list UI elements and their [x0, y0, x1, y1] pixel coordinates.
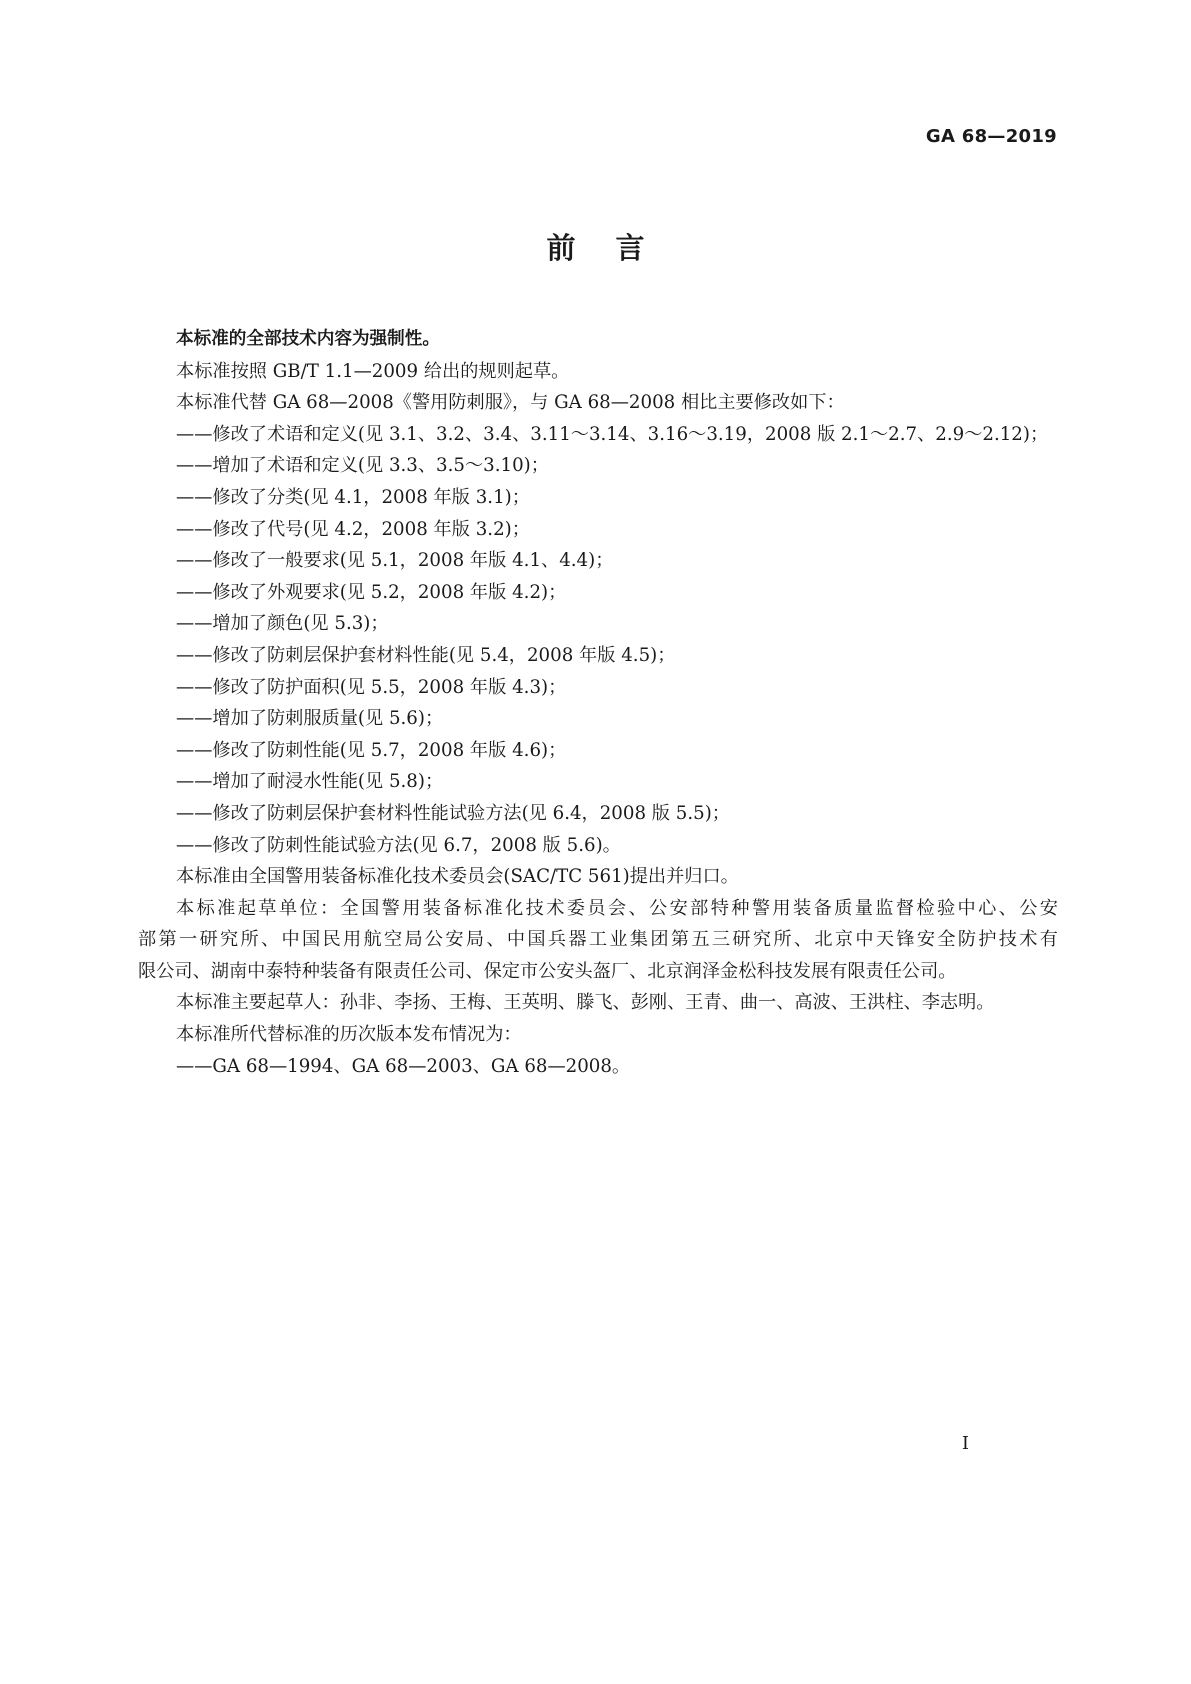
document-code: GA 68—2019 [925, 126, 1057, 147]
proposed-by-paragraph: 本标准由全国警用装备标准化技术委员会(SAC/TC 561)提出并归口。 [176, 866, 739, 888]
mandatory-statement: 本标准的全部技术内容为强制性。 [176, 329, 440, 349]
drafting-units-line: 限公司、湖南中泰特种装备有限责任公司、保定市公安头盔厂、北京润泽金松科技发展有限责任公司。 [138, 960, 957, 982]
change-item: ——修改了防护面积(见 5.5，2008 年版 4.3)； [176, 676, 567, 698]
page-title: 前言 [546, 231, 685, 265]
drafting-units-line: 本标准起草单位：全国警用装备标准化技术委员会、公安部特种警用装备质量监督检验中心、公安 [176, 897, 1058, 919]
foreword-body [138, 324, 1058, 1082]
drafting-units-paragraph [138, 893, 1058, 988]
change-item: ——修改了一般要求(见 5.1，2008 年版 4.1、4.4)； [176, 550, 614, 572]
page-number: I [961, 1433, 969, 1454]
change-item: ——增加了颜色(见 5.3)； [176, 613, 389, 635]
replaces-paragraph: 本标准代替 GA 68—2008《警用防刺服》，与 GA 68—2008 相比主要修改如下： [176, 392, 845, 414]
drafting-units-line: 部第一研究所、中国民用航空局公安局、中国兵器工业集团第五三研究所、北京中天锋安全防护技术有 [138, 929, 1058, 951]
change-item: ——修改了分类(见 4.1，2008 年版 3.1)； [176, 486, 530, 508]
change-item: ——修改了防刺性能(见 5.7，2008 年版 4.6)； [176, 739, 567, 761]
change-item: ——修改了代号(见 4.2，2008 年版 3.2)； [176, 518, 530, 540]
drafting-rule-paragraph: 本标准按照 GB/T 1.1—2009 给出的规则起草。 [176, 360, 570, 382]
change-item: ——修改了防刺性能试验方法(见 6.7，2008 版 5.6)。 [176, 834, 621, 856]
change-item: ——修改了防刺层保护套材料性能试验方法(见 6.4，2008 版 5.5)； [176, 802, 730, 824]
change-item: ——修改了外观要求(见 5.2，2008 年版 4.2)； [176, 581, 567, 603]
change-item: ——增加了防刺服质量(见 5.6)； [176, 708, 444, 730]
change-item: ——增加了耐浸水性能(见 5.8)； [176, 771, 444, 793]
change-item: ——增加了术语和定义(见 3.3、3.5～3.10)； [176, 455, 549, 477]
history-item: ——GA 68—1994、GA 68—2003、GA 68—2008。 [176, 1055, 631, 1077]
drafters-paragraph: 本标准主要起草人：孙非、李扬、王梅、王英明、滕飞、彭刚、王青、曲一、高波、王洪柱、李志明。 [176, 992, 995, 1014]
change-item: ——修改了术语和定义(见 3.1、3.2、3.4、3.11～3.14、3.16～3.19，2008 版 2.1～2.7、2.9～2.12)； [176, 423, 1049, 445]
history-intro-paragraph: 本标准所代替标准的历次版本发布情况为： [176, 1024, 522, 1046]
change-item: ——修改了防刺层保护套材料性能(见 5.4，2008 年版 4.5)； [176, 644, 676, 666]
